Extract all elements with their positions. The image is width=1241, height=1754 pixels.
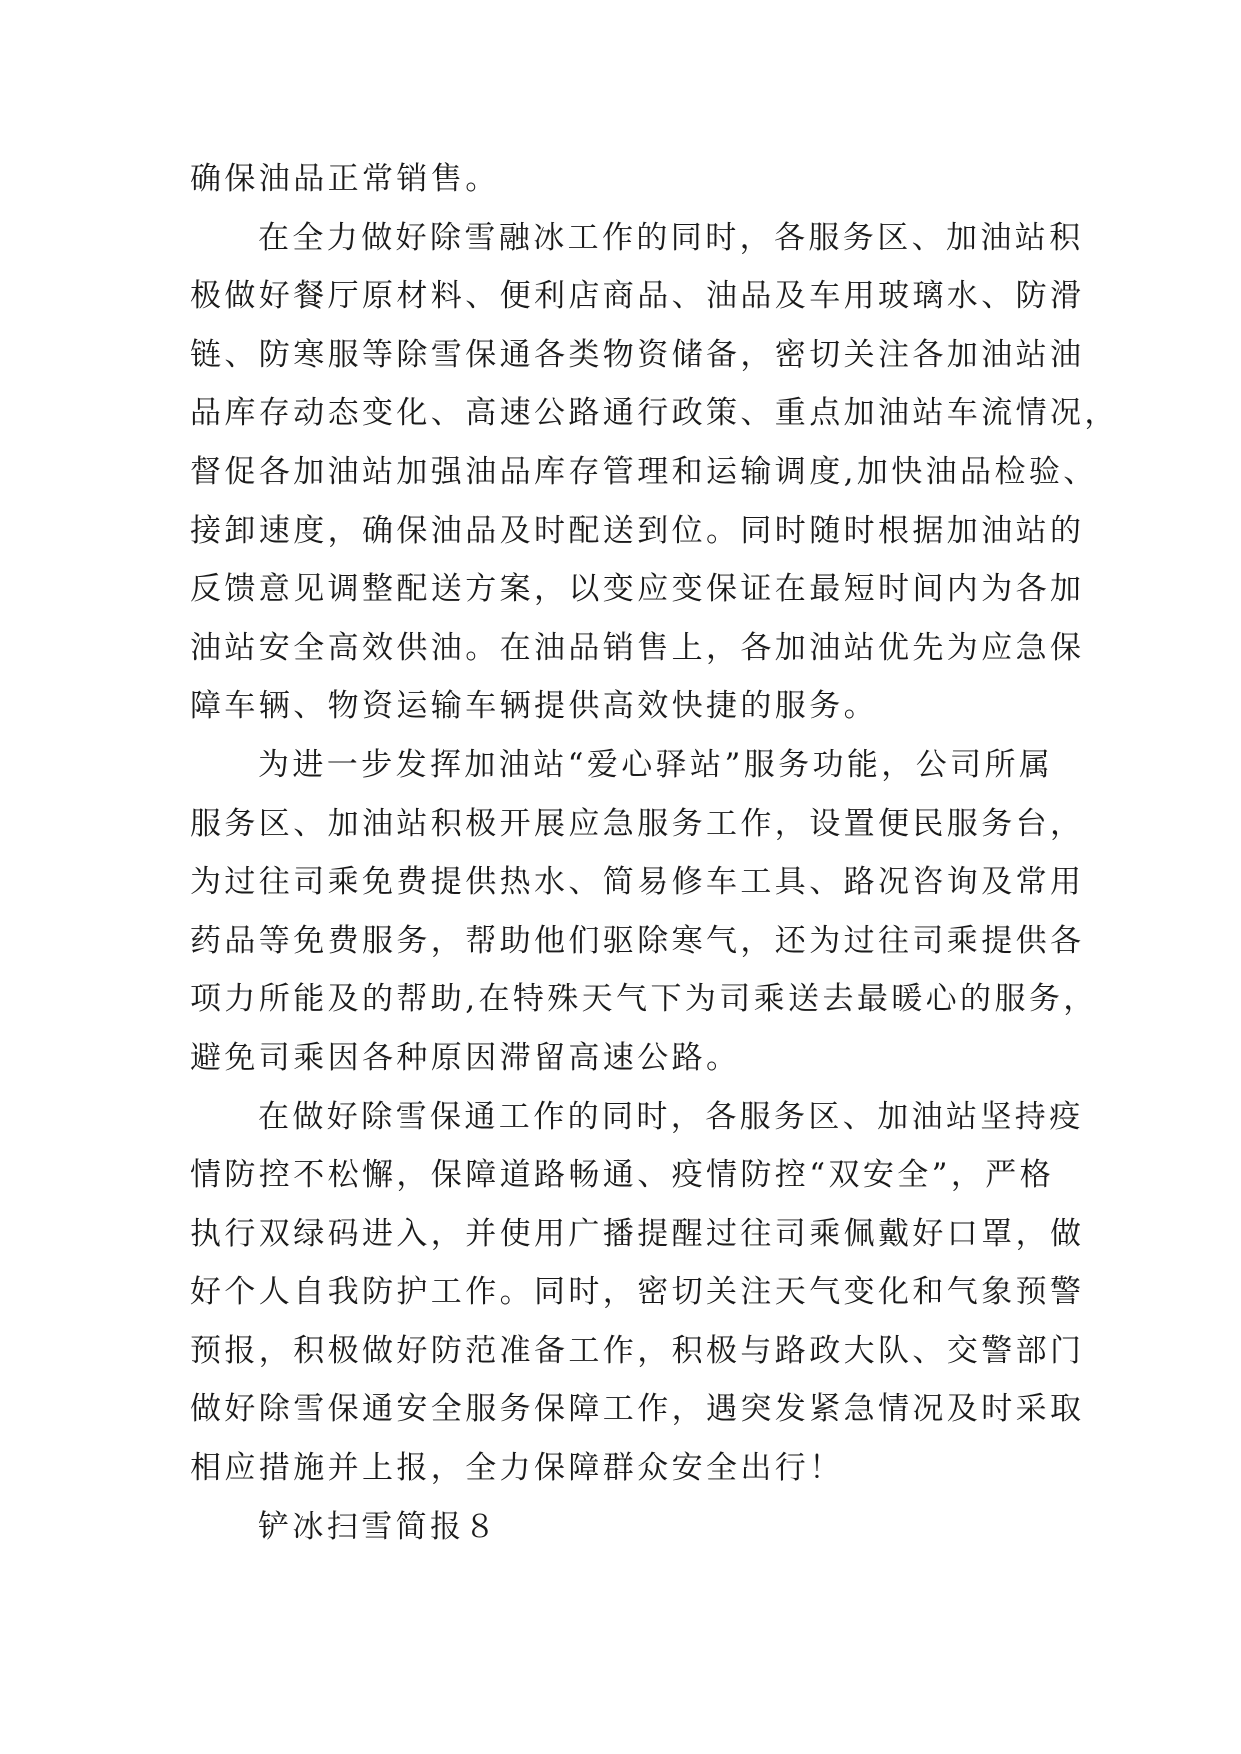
text-line: 药品等免费服务，帮助他们驱除寒气，还为过往司乘提供各 [190, 922, 1085, 959]
paragraph-first-line: 在做好除雪保通工作的同时，各服务区、加油站坚持疫 [258, 1098, 1084, 1135]
text-line: 相应措施并上报，全力保障群众安全出行！ [190, 1450, 844, 1487]
text-line: 预报，积极做好防范准备工作，积极与路政大队、交警部门 [190, 1332, 1085, 1369]
text-line: 接卸速度，确保油品及时配送到位。同时随时根据加油站的 [190, 512, 1085, 549]
text-line: 避免司乘因各种原因滞留高速公路。 [190, 1039, 741, 1076]
text-line: 执行双绿码进入，并使用广播提醒过往司乘佩戴好口罩，做 [190, 1215, 1085, 1252]
text-line: 督促各加油站加强油品库存管理和运输调度,加快油品检验、 [190, 453, 1098, 490]
text-line: 情防控不松懈，保障道路畅通、疫情防控“双安全”，严格 [190, 1157, 1055, 1194]
paragraph-first-line: 为进一步发挥加油站“爱心驿站”服务功能，公司所属 [258, 746, 1054, 783]
text-line: 为过往司乘免费提供热水、简易修车工具、路况咨询及常用 [190, 864, 1085, 901]
paragraph-first-line: 在全力做好除雪融冰工作的同时，各服务区、加油站积 [258, 219, 1084, 256]
text-line: 好个人自我防护工作。同时，密切关注天气变化和气象预警 [190, 1274, 1085, 1311]
paragraph-first-line: 铲冰扫雪简报８ [258, 1508, 499, 1545]
text-line: 障车辆、物资运输车辆提供高效快捷的服务。 [190, 688, 878, 725]
text-line: 反馈意见调整配送方案，以变应变保证在最短时间内为各加 [190, 571, 1085, 608]
text-line: 油站安全高效供油。在油品销售上，各加油站优先为应急保 [190, 629, 1085, 666]
text-line: 服务区、加油站积极开展应急服务工作，设置便民服务台， [190, 805, 1085, 842]
text-line: 做好除雪保通安全服务保障工作，遇突发紧急情况及时采取 [190, 1391, 1085, 1428]
text-line: 品库存动态变化、高速公路通行政策、重点加油站车流情况， [190, 395, 1119, 432]
text-line: 确保油品正常销售。 [190, 161, 500, 197]
text-line: 项力所能及的帮助,在特殊天气下为司乘送去最暖心的服务， [190, 981, 1098, 1018]
text-line: 极做好餐厅原材料、便利店商品、油品及车用玻璃水、防滑 [190, 278, 1085, 315]
document-body [190, 150, 1119, 1556]
text-line: 链、防寒服等除雪保通各类物资储备，密切关注各加油站油 [190, 336, 1085, 373]
